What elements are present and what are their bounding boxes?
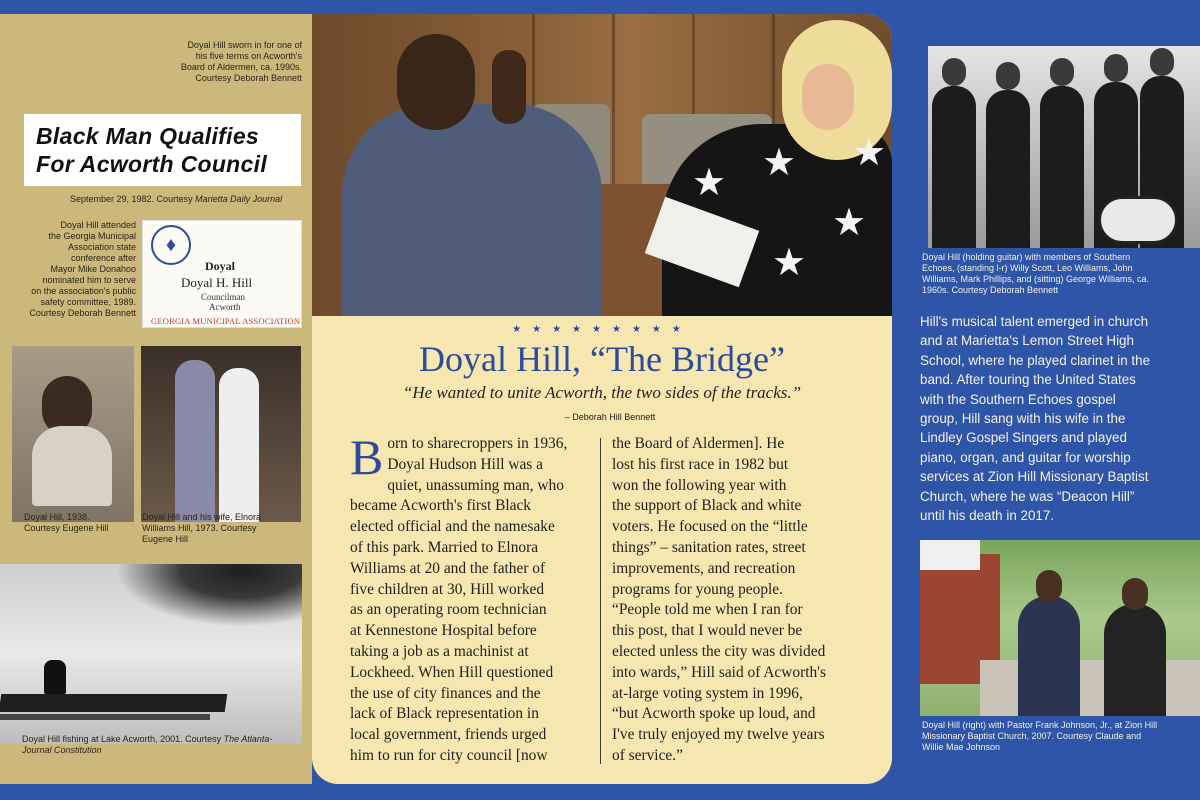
band-member-head [1104, 54, 1128, 82]
fisher-figure [44, 660, 66, 694]
man-figure [342, 104, 602, 316]
headline-line-2: For Acworth Council [36, 151, 268, 177]
southern-echoes-photo [928, 46, 1200, 248]
church-photo-caption: Doyal Hill (right) with Pastor Frank Johnson, Jr., at Zion Hill Missionary Baptist Church, 2007. Courtesy Claude and Willie Mae Johnson [922, 720, 1158, 752]
dock-shadow [0, 714, 210, 720]
band-member-head [1050, 58, 1074, 86]
column-divider [600, 438, 601, 764]
headline-line-1: Black Man Qualifies [36, 123, 259, 149]
badge-org: GEORGIA MUNICIPAL ASSOCIATION [151, 316, 301, 326]
band-member-head [1150, 48, 1174, 76]
sweater-star-icon: ★ [832, 202, 867, 244]
child-photo [12, 346, 134, 522]
quote-attribution: – Deborah Hill Bennett [564, 412, 656, 422]
star-row: ★★★★★★★★★ [512, 324, 692, 335]
badge-full-name: Doyal H. Hill [181, 275, 253, 290]
woman-face [802, 64, 854, 130]
body-column-1: B orn to sharecroppers in 1936, Doyal Hudson Hill was a quiet, unassuming man, who became Acworth's first Black elected official and the namesake of this park. Married to Elnora Williams at 20 and the father of five children at 30, Hill worked as an operating room technician at Kennestone Hospital before taking a job as a machinist at Lockheed. When Hill questioned the use of city finances and the lack of Black representation in local government, friends urged him to run for city council [now [350, 429, 568, 764]
doyal-hill-head [1122, 578, 1148, 610]
sweater-star-icon: ★ [762, 142, 797, 184]
gma-badge-caption: Doyal Hill attended the Georgia Municipal Association state conference after Mayor Mike Donahoo nominated him to serve on the association's public safety committee, 1989. Courtesy Deborah Bennett [29, 220, 136, 318]
swearing-in-photo [312, 14, 892, 316]
music-paragraph: Hill's musical talent emerged in church and at Marietta's Lemon Street High School, where he played clarinet in the band. After touring the United States with the Southern Echoes gospel group, Hill sang with his wife in the Lindley Gospel Singers and played piano, organ, and guitar for worship services at Zion Hill Missionary Baptist Church, where he was “Deacon Hill” until his death in 2017. [920, 314, 1151, 524]
pull-quote: “He wanted to unite Acworth, the two sides of the tracks.” [402, 383, 802, 402]
center-panel [312, 14, 892, 784]
raised-hand [492, 50, 526, 124]
badge-first-name: Doyal [205, 259, 235, 273]
band-member-head [996, 62, 1020, 90]
child-photo-caption: Doyal Hill, 1938. Courtesy Eugene Hill [24, 512, 109, 533]
badge-role: Councilman [201, 292, 245, 302]
newspaper-headline-clipping [24, 114, 301, 186]
body-column-2: the Board of Aldermen]. He lost his first race in 1982 but won the following year with the support of Black and white voters. He focused on the “little things” – sanitation rates, street improvements, and recreation programs for young people. “People told me when I ran for this post, that I would never be elected unless the city was divided into wards,” Hill said of Acworth's at-large voting system in 1996, “but Acworth spoke up loud, and I've truly enjoyed my twelve years of service.” [612, 435, 826, 764]
sweater-star-icon: ★ [772, 242, 807, 284]
church-roof [920, 540, 980, 570]
band-member [986, 90, 1030, 248]
fishing-photo [0, 564, 302, 744]
band-photo-caption: Doyal Hill (holding guitar) with members of Southern Echoes, (standing l-r) Willy Scott, Leo Williams, John Williams, Mark Phillips, and (sitting) George Williams, ca. 1960s. Courtesy Deborah Bennett [922, 252, 1150, 295]
man-head [397, 34, 475, 130]
woman-figure [219, 368, 259, 522]
pastor-figure [1018, 596, 1080, 716]
dock [0, 694, 227, 712]
swearing-in-caption: Doyal Hill sworn in for one of his five terms on Acworth's Board of Aldermen, ca. 1990s. Courtesy Deborah Bennett [180, 40, 302, 83]
headline-caption: September 29, 1982. Courtesy Marietta Daily Journal [70, 194, 283, 204]
page-title: Doyal Hill, “The Bridge” [419, 339, 785, 379]
pastor-head [1036, 570, 1062, 602]
child-body [32, 426, 112, 506]
fishing-photo-caption: Doyal Hill fishing at Lake Acworth, 2001. Courtesy The Atlanta- Journal Constitution [22, 734, 273, 755]
couple-photo-caption: Doyal Hill and his wife, Elnora Williams Hill, 1973. Courtesy Eugene Hill [142, 512, 262, 544]
band-member [1040, 86, 1084, 248]
band-member [932, 86, 976, 248]
gma-name-badge [142, 220, 302, 328]
gma-seal-icon: ♦ [151, 225, 191, 265]
sweater-star-icon: ★ [852, 132, 887, 174]
couple-photo [141, 346, 301, 522]
sweater-star-icon: ★ [692, 162, 727, 204]
walkway [980, 660, 1200, 716]
left-panel [0, 14, 312, 784]
doyal-hill-figure [1104, 604, 1166, 716]
badge-city: Acworth [209, 302, 241, 312]
drop-cap: B [350, 429, 384, 485]
man-figure [175, 360, 215, 522]
band-member-head [942, 58, 966, 86]
guitar [1098, 196, 1178, 244]
tree-branches [100, 564, 302, 634]
church-photo [920, 540, 1200, 716]
